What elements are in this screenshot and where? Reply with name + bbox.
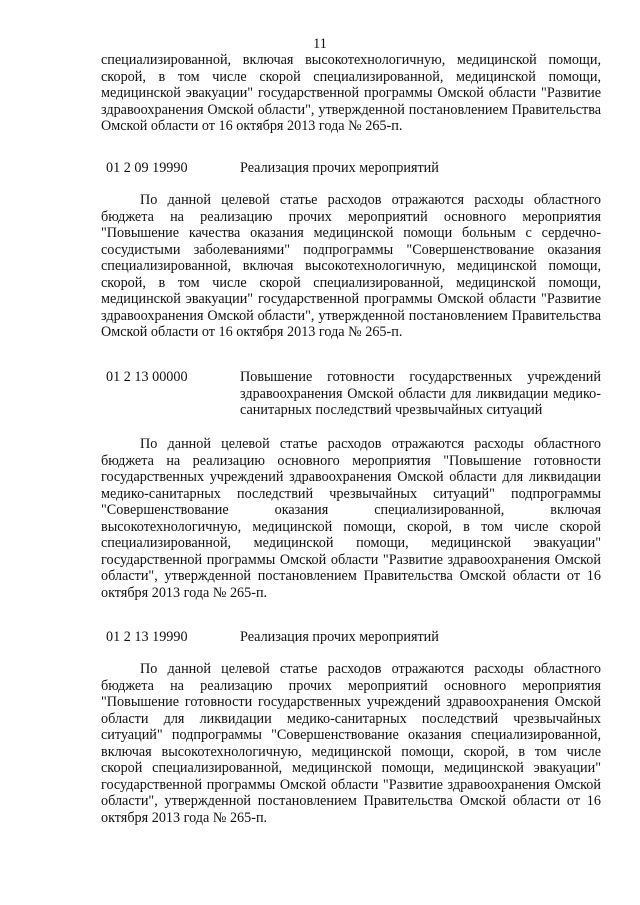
entry-description: По данной целевой статье расходов отражаются расходы областного бюджета на реализацию прочих мероприятий основного мероприятия "Повышение готовности государственных учреждений здравоохранения Омской области для ликвидации медико-санитарных последствий чрезвычайных ситуаций" подпрограммы "Совершенствование оказания специализированной, включая высокотехнологичную, медицинской помощи, скорой, в том числе скорой специализированной, медицинской помощи, медицинской эвакуации" государственной программы Омской области "Развитие здравоохранения Омской области", утвержденной постановлением Правительства Омской области от 16 октября 2013 года № 265-п. [101,661,601,826]
page-number: 11 [313,36,327,52]
entry-description: По данной целевой статье расходов отражаются расходы областного бюджета на реализацию прочих мероприятий основного мероприятия "Повышение качества оказания медицинской помощи больным с сердечно-сосудистыми заболеваниями" подпрограммы "Совершенствование оказания специализированной, включая высокотехнологичную, медицинской помощи, скорой, в том числе скорой специализированной, медицинской помощи, медицинской эвакуации" государственной программы Омской области "Развитие здравоохранения Омской области", утвержденной постановлением Правительства Омской области от 16 октября 2013 года № 265-п. [101,192,601,340]
entry-description: По данной целевой статье расходов отражаются расходы областного бюджета на реализацию основного мероприятия "Повышение готовности государственных учреждений здравоохранения Омской области для ликвидации медико-санитарных последствий чрезвычайных ситуаций" подпрограммы "Совершенствование оказания специализированной, включая высокотехнологичную, медицинской помощи, скорой, в том числе скорой специализированной, медицинской помощи, медицинской эвакуации" государственной программы Омской области "Развитие здравоохранения Омской области", утвержденной постановлением Правительства Омской области от 16 октября 2013 года № 265-п. [101,436,601,601]
entry-code: 01 2 09 19990 [106,160,188,176]
entry-code: 01 2 13 19990 [106,629,188,645]
entry-title: Повышение готовности государственных учреждений здравоохранения Омской области для ликвидации медико-санитарных последствий чрезвычайных ситуаций [240,369,601,418]
entry-code: 01 2 13 00000 [106,369,188,385]
entry-title: Реализация прочих мероприятий [240,160,439,176]
entry-title: Реализация прочих мероприятий [240,629,439,645]
continuation-paragraph: специализированной, включая высокотехнологичную, медицинской помощи, скорой, в том числе скорой специализированной, медицинской помощи, медицинской эвакуации" государственной программы Омской области "Развитие здравоохранения Омской области", утвержденной постановлением Правительства Омской области от 16 октября 2013 года № 265-п. [101,52,601,134]
